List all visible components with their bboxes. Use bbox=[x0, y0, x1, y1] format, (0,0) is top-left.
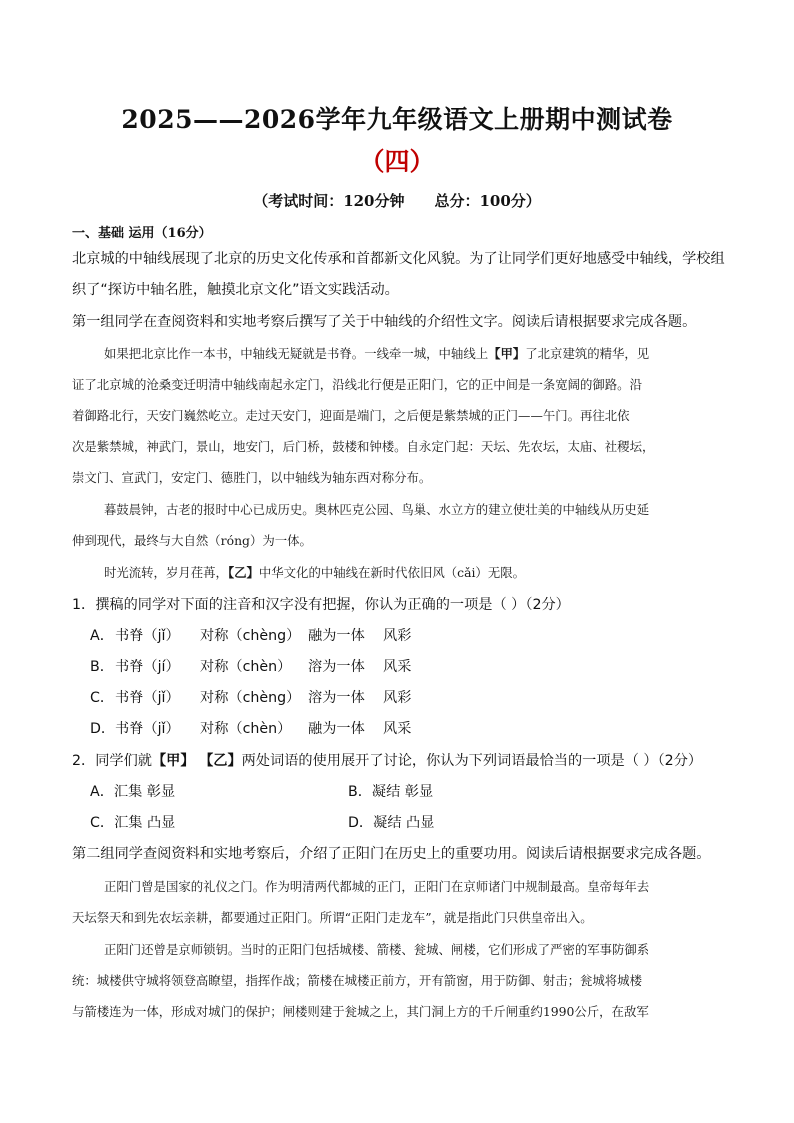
exam-info bbox=[0, 190, 794, 211]
passage1-line: 证了北京城的沧桑变迁明清中轴线南起永定门，沿线北行便是正阳门，它的正中间是一条宽阔的御路。沿 bbox=[72, 377, 642, 392]
intro-line: 北京城的中轴线展现了北京的历史文化传承和首都新文化风貌。为了让同学们更好地感受中轴线，学校组 bbox=[72, 251, 725, 267]
passage2-line: 正阳门曾是国家的礼仪之门。作为明清两代都城的正门，正阳门在京师诸门中规制最高。皇帝每年去 bbox=[104, 879, 650, 894]
exam-score: 总分：100分） bbox=[434, 192, 541, 210]
passage2-line: 天坛祭天和到先农坛亲耕，都要通过正阳门。所谓“正阳门走龙车”，就是指此门只供皇帝出入。 bbox=[72, 910, 593, 925]
passage2-line: 统：城楼供守城将领登高瞭望，指挥作战；箭楼在城楼正前方，开有箭窗，用于防御、射击；瓮城将城楼 bbox=[72, 973, 642, 988]
exam-page: 2025——2026学年九年级语文上册期中测试卷 （四） （考试时间：120分钟 总分：100分） 一、基础 运用（16分） 北京城的中轴线展现了北京的历史文化传承和首都新文化风貌。为了让同学们更好地感受中轴线，学校组 织了“探访中轴名胜，触摸北京文化”语文实践活动。 第一组同学在查阅资料和实地考察后撰写了关于中轴线的介绍性文字。阅读后请根据要求完成各题。 如果把北京比作一本书，中轴线无疑就是书脊。一线牵一城，中轴线上【甲】了北京建筑的精华，见 证了北京城的沧桑变迁明清中轴线南起永定门，沿线北行便是正阳门，它的正中间是一条宽阔的御路。沿 着御路北行，天安门巍然屹立。走过天安门，迎面是端门，之后便是紫禁城的正门——午门。再往北依 次是紫禁城，神武门，景山，地安门，后门桥，鼓楼和钟楼。自永定门起：天坛、先农坛，太庙、社稷坛， 崇文门、宣武门，安定门、德胜门，以中轴线为轴东西对称分布。 暮鼓晨钟，古老的报时中心已成历史。奥林匹克公园、鸟巢、水立方的建立使壮美的中轴线从历史延 伸到现代，最终与大自然（róng）为一体。 时光流转，岁月荏苒，【乙】中华文化的中轴线在新时代依旧风（cǎi）无限。 1．撰稿的同学对下面的注音和汉字没有把握，你认为正确的一项是（ ）（2分） A． 书脊（jǐ） 对称（chèng） 融为一体 风彩 B． 书脊（jí） 对称（chèn） 溶为一体 风采 C． 书脊（jǐ） 对称（chèng） 溶为一体 风彩 D． 书脊（jǐ） 对称（chèn） 融为一体 风采 2．同学们就【甲】 【乙】两处词语的使用展开了讨论，你认为下列词语最恰当的一项是（ ）（2分） A．汇集 彰显 B．凝结 彰显 C．汇集 凸显 D．凝结 凸显 第二组同学查阅资料和实地考察后，介绍了正阳门在历史上的重要功用。阅读后请根据要求完成各题。 正阳门曾是国家的礼仪之门。作为明清两代都城的正门，正阳门在京师诸门中规制最高。皇帝每年去 天坛祭天和到先农坛亲耕，都要通过正阳门。所谓“正阳门走龙车”，就是指此门只供皇帝出入。 正阳门还曾是京师锁钥。当时的正阳门包括城楼、箭楼、瓮城、闸楼，它们形成了严密的军事防御系 统：城楼供守城将领登高瞭望，指挥作战；箭楼在城楼正前方，开有箭窗，用于防御、射击；瓮城将城楼 与箭楼连为一体，形成对城门的保护；闸楼则建于瓮城之上，其门洞上方的千斤闸重约1990公斤，在敌军 bbox=[0, 0, 794, 1123]
question-2-option-a: A．汇集 彰显 bbox=[90, 784, 176, 800]
question-2-option-b: B．凝结 彰显 bbox=[348, 784, 434, 800]
section-heading: 一、基础 运用（16分） bbox=[72, 226, 212, 241]
blank-jia: 【甲】 bbox=[488, 346, 526, 361]
passage2-line: 正阳门还曾是京师锁钥。当时的正阳门包括城楼、箭楼、瓮城、闸楼，它们形成了严密的军事防御系 bbox=[104, 942, 650, 957]
intro-line: 第一组同学在查阅资料和实地考察后撰写了关于中轴线的介绍性文字。阅读后请根据要求完成各题。 bbox=[72, 314, 697, 330]
passage1-line: 暮鼓晨钟，古老的报时中心已成历史。奥林匹克公园、鸟巢、水立方的建立使壮美的中轴线从历史延 bbox=[104, 502, 650, 517]
exam-time: （考试时间：120分钟 bbox=[253, 192, 405, 210]
passage1-line: 如果把北京比作一本书，中轴线无疑就是书脊。一线牵一城，中轴线上【甲】了北京建筑的精华，见 bbox=[104, 346, 650, 361]
intro-line: 织了“探访中轴名胜，触摸北京文化”语文实践活动。 bbox=[72, 282, 399, 298]
question-1-stem: 1．撰稿的同学对下面的注音和汉字没有把握，你认为正确的一项是（ ）（2分） bbox=[72, 597, 570, 613]
question-2-option-c: C．汇集 凸显 bbox=[90, 815, 176, 831]
question-2-option-d: D．凝结 凸显 bbox=[348, 815, 435, 831]
page-title: 2025——2026学年九年级语文上册期中测试卷 bbox=[121, 105, 673, 134]
passage1-line: 崇文门、宣武门，安定门、德胜门，以中轴线为轴东西对称分布。 bbox=[72, 470, 432, 485]
group2-intro: 第二组同学查阅资料和实地考察后，介绍了正阳门在历史上的重要功用。阅读后请根据要求完成各题。 bbox=[72, 846, 711, 862]
passage1-line: 伸到现代，最终与大自然（róng）为一体。 bbox=[72, 533, 312, 548]
page-subtitle: （四） bbox=[359, 147, 435, 176]
passage1-line: 着御路北行，天安门巍然屹立。走过天安门，迎面是端门，之后便是紫禁城的正门——午门。再往北依 bbox=[72, 408, 630, 423]
passage1-line: 时光流转，岁月荏苒，【乙】中华文化的中轴线在新时代依旧风（cǎi）无限。 bbox=[104, 565, 525, 580]
passage1-line: 次是紫禁城，神武门，景山，地安门，后门桥，鼓楼和钟楼。自永定门起：天坛、先农坛，太庙、社稷坛， bbox=[72, 439, 655, 454]
question-2-stem: 2．同学们就【甲】 【乙】两处词语的使用展开了讨论，你认为下列词语最恰当的一项是（ ）（2分） bbox=[72, 753, 703, 769]
blank-yi: 【乙】 bbox=[227, 565, 259, 580]
passage2-line: 与箭楼连为一体，形成对城门的保护；闸楼则建于瓮城之上，其门洞上方的千斤闸重约1990公斤，在敌军 bbox=[72, 1004, 649, 1019]
